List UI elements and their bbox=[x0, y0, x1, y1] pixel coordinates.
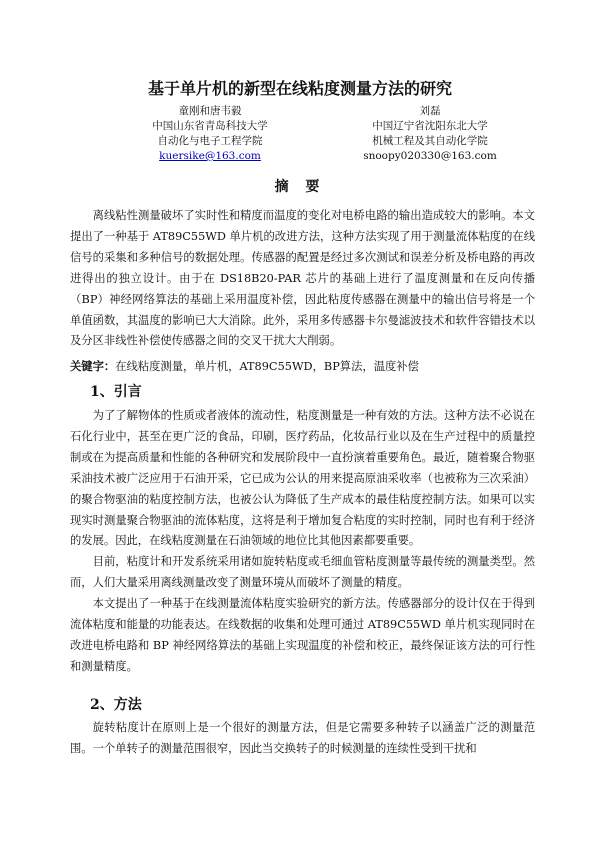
section-heading-method: 2、方法 bbox=[90, 697, 142, 713]
keywords-text: 在线粘度测量，单片机，AT89C55WD，BP算法，温度补偿 bbox=[115, 360, 419, 373]
method-body bbox=[70, 718, 535, 760]
author-email: snoopy020330@163.com bbox=[363, 150, 497, 162]
section-heading-intro: 1、引言 bbox=[90, 384, 142, 400]
intro-body bbox=[70, 406, 535, 678]
intro-paragraph: 本文提出了一种基于在线测量流体粘度实验研究的新方法。传感器部分的设计仅在于得到流体粘度和能量的功能表达。在线数据的收集和处理可通过 AT89C55WD 单片机实现同时在改进电桥电路和 BP 神经网络算法的基础上实现温度的补偿和校正，最终保证该方法的可行性和测量精度。 bbox=[70, 597, 535, 673]
abstract-paragraph: 离线粘性测量破坏了实时性和精度而温度的变化对电桥电路的输出造成较大的影响。本文提出了一种基于 AT89C55WD 单片机的改进方法，这种方法实现了用于测量流体粘度的在线信号的采集和多种信号的数据处理。传感器的配置是经过多次测试和误差分析及桥电路的再改进得出的独立设计。由于在 DS18B20-PAR 芯片的基础上进行了温度测量和在反向传播（BP）神经网络算法的基础上采用温度补偿，因此粘度传感器在测量中的输出信号将是一个单值函数，其温度的影响已大大消除。此外，采用多传感器卡尔曼滤波技术和软件容错技术以及分区非线性补偿使传感器之间的交叉干扰大大削弱。 bbox=[70, 209, 535, 348]
intro-paragraph: 为了了解物体的性质或者液体的流动性，粘度测量是一种有效的方法。这种方法不必说在石化行业中，甚至在更广泛的食品，印刷，医疗药品，化妆品行业以及在生产过程中的质量控制或在为提高质量和性能的各种研究和发展阶段中一直扮演着重要角色。最近，随着聚合物驱采油技术被广泛应用于石油开采，它已成为公认的用来提高原油采收率（也被称为三次采油）的聚合物驱油的粘度控制方法，也被公认为降低了生产成本的最佳粘度控制方法。如果可以实现实时测量聚合物驱油的流体粘度，这将是利于增加复合粘度的实时控制，同时也有利于经济的发展。因此，在线粘度测量在石油领域的地位比其他因素都要重要。 bbox=[70, 409, 535, 548]
author-affiliation: 中国辽宁省沈阳东北大学 bbox=[372, 120, 488, 132]
abstract-heading: 摘 要 bbox=[274, 179, 326, 195]
author-department: 自动化与电子工程学院 bbox=[157, 135, 263, 147]
author-names: 童刚和唐韦毅 bbox=[178, 105, 242, 117]
keywords-line bbox=[70, 356, 535, 377]
intro-paragraph: 目前，粘度计和开发系统采用诸如旋转粘度或毛细血管粘度测量等最传统的测量类型。然而，人们大量采用离线测量改变了测量环境从而破坏了测量的精度。 bbox=[70, 555, 535, 590]
author-email-link[interactable]: kuersike@163.com bbox=[159, 150, 261, 162]
method-paragraph: 旋转粘度计在原则上是一个很好的测量方法，但是它需要多种转子以涵盖广泛的测量范围。一个单转子的测量范围很窄，因此当交换转子的时候测量的连续性受到干扰和 bbox=[70, 721, 535, 755]
keywords-label: 关键字： bbox=[70, 359, 116, 373]
paper-title: 基于单片机的新型在线粘度测量方法的研究 bbox=[147, 79, 452, 98]
abstract-body bbox=[70, 206, 535, 352]
author-names: 刘磊 bbox=[419, 105, 441, 117]
author-department: 机械工程及其自动化学院 bbox=[372, 135, 488, 147]
author-right bbox=[300, 104, 560, 164]
author-affiliation: 中国山东省青岛科技大学 bbox=[152, 120, 268, 132]
